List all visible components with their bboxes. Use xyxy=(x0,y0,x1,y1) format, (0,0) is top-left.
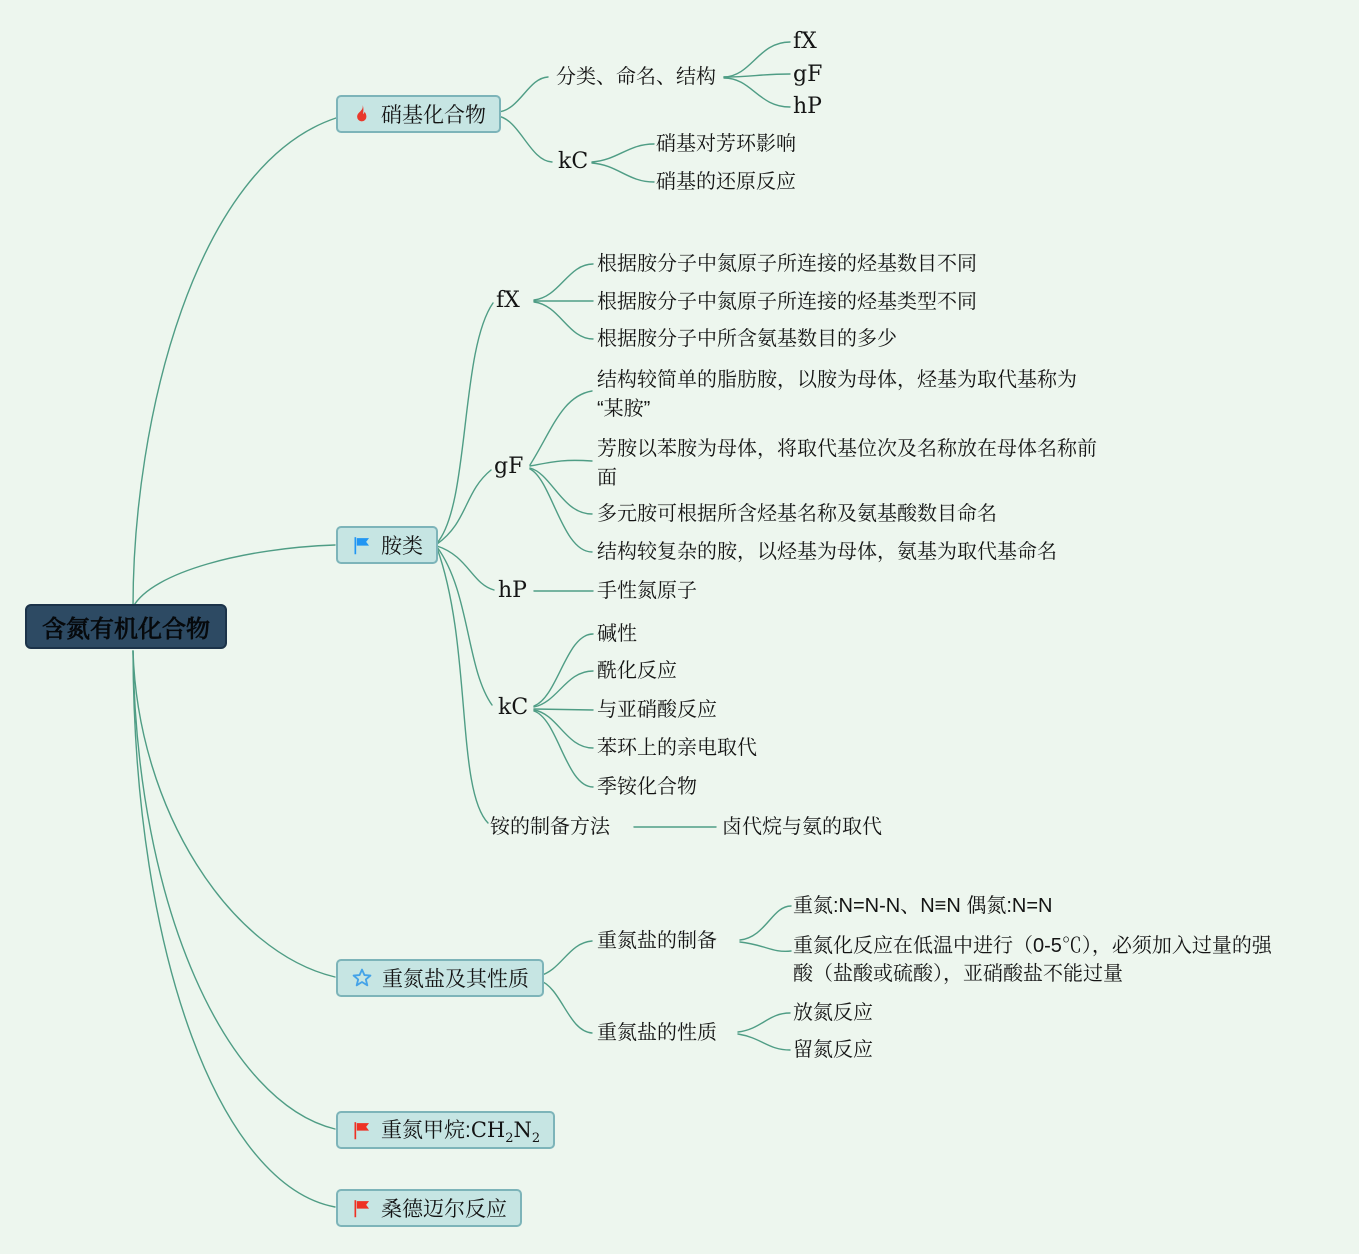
branch-amines[interactable] xyxy=(336,526,438,564)
topic-amines-gf-item[interactable]: 芳胺以苯胺为母体，将取代基位次及名称放在母体名称前 面 xyxy=(597,438,1097,489)
topic-quaternary-ammonium[interactable]: 季铵化合物 xyxy=(597,776,697,798)
formula-sub: 2 xyxy=(505,1131,514,1147)
topic-amines-gf-item[interactable]: 结构较简单的脂肪胺，以胺为母体，烃基为取代基称为 “某胺” xyxy=(597,369,1077,420)
topic-amines-gf-item[interactable]: 结构较复杂的胺，以烃基为母体，氨基为取代基命名 xyxy=(597,541,1057,563)
root-label: 含氮有机化合物 xyxy=(42,616,210,643)
flame-icon xyxy=(351,104,372,125)
flag-icon xyxy=(351,1198,372,1219)
topic-amines-fx-item[interactable]: 根据胺分子中氮原子所连接的烃基类型不同 xyxy=(597,291,977,313)
topic-nitrous-acid-reaction[interactable]: 与亚硝酸反应 xyxy=(597,699,717,721)
topic-amines-kc[interactable]: kC xyxy=(498,695,529,720)
topic-amines-hp[interactable]: hP xyxy=(498,578,527,603)
topic-electrophilic-substitution[interactable]: 苯环上的亲电取代 xyxy=(597,737,757,759)
root-node[interactable] xyxy=(25,604,227,649)
topic-amines-fx-item[interactable]: 根据胺分子中氮原子所连接的烃基数目不同 xyxy=(597,253,977,275)
topic-diazo-azo-formula[interactable]: 重氮:N=N-N、N≡N 偶氮:N=N xyxy=(793,895,1053,917)
branch-nitro-compounds[interactable] xyxy=(336,95,501,133)
topic-nitro-reduction[interactable]: 硝基的还原反应 xyxy=(656,171,796,193)
topic-nitrogen-retention-reaction[interactable]: 留氮反应 xyxy=(793,1039,873,1061)
topic-diazonium-properties[interactable]: 重氮盐的性质 xyxy=(597,1022,717,1044)
diazomethane-name: 重氮甲烷: xyxy=(381,1118,471,1142)
topic-nitro-fx[interactable]: fX xyxy=(793,29,817,54)
formula-ch: CH xyxy=(470,1117,506,1142)
topic-amines-fx-item[interactable]: 根据胺分子中所含氨基数目的多少 xyxy=(597,328,897,350)
flag-icon xyxy=(351,535,372,556)
branch-diazomethane[interactable] xyxy=(336,1111,555,1149)
topic-nitro-gf[interactable]: gF xyxy=(793,62,823,87)
topic-diazotization-conditions[interactable]: 重氮化反应在低温中进行（0-5℃），必须加入过量的强 酸（盐酸或硫酸），亚硝酸盐不能过量 xyxy=(793,935,1272,985)
branch-label: 桑德迈尔反应 xyxy=(381,1198,507,1221)
topic-nitro-kc[interactable]: kC xyxy=(558,149,589,174)
branch-diazonium-salts[interactable] xyxy=(336,959,544,997)
topic-diazonium-preparation[interactable]: 重氮盐的制备 xyxy=(597,930,717,952)
flag-icon xyxy=(351,1120,372,1141)
branch-label xyxy=(381,1114,540,1146)
branch-sandmeyer-reaction[interactable] xyxy=(336,1189,522,1227)
formula-sub: 2 xyxy=(531,1131,541,1147)
topic-ammonium-preparation[interactable]: 铵的制备方法 xyxy=(490,816,610,838)
topic-acylation[interactable]: 酰化反应 xyxy=(597,660,677,682)
formula-n: N xyxy=(513,1117,532,1142)
topic-nitrogen-release-reaction[interactable]: 放氮反应 xyxy=(793,1002,873,1024)
branch-label: 硝基化合物 xyxy=(381,104,486,127)
topic-amines-fx[interactable]: fX xyxy=(496,288,520,313)
topic-classification-naming-structure[interactable]: 分类、命名、结构 xyxy=(556,66,716,88)
topic-amines-gf[interactable]: gF xyxy=(494,454,524,479)
branch-label: 重氮盐及其性质 xyxy=(382,968,529,991)
branch-label: 胺类 xyxy=(381,535,423,558)
star-icon xyxy=(351,967,373,989)
topic-haloalkane-ammonia-substitution[interactable]: 卤代烷与氨的取代 xyxy=(722,816,882,838)
topic-nitro-aromatic-effect[interactable]: 硝基对芳环影响 xyxy=(656,133,796,155)
topic-chiral-nitrogen[interactable]: 手性氮原子 xyxy=(597,580,697,602)
topic-basicity[interactable]: 碱性 xyxy=(597,623,637,645)
topic-amines-gf-item[interactable]: 多元胺可根据所含烃基名称及氨基酸数目命名 xyxy=(597,503,997,525)
topic-nitro-hp[interactable]: hP xyxy=(793,94,822,119)
